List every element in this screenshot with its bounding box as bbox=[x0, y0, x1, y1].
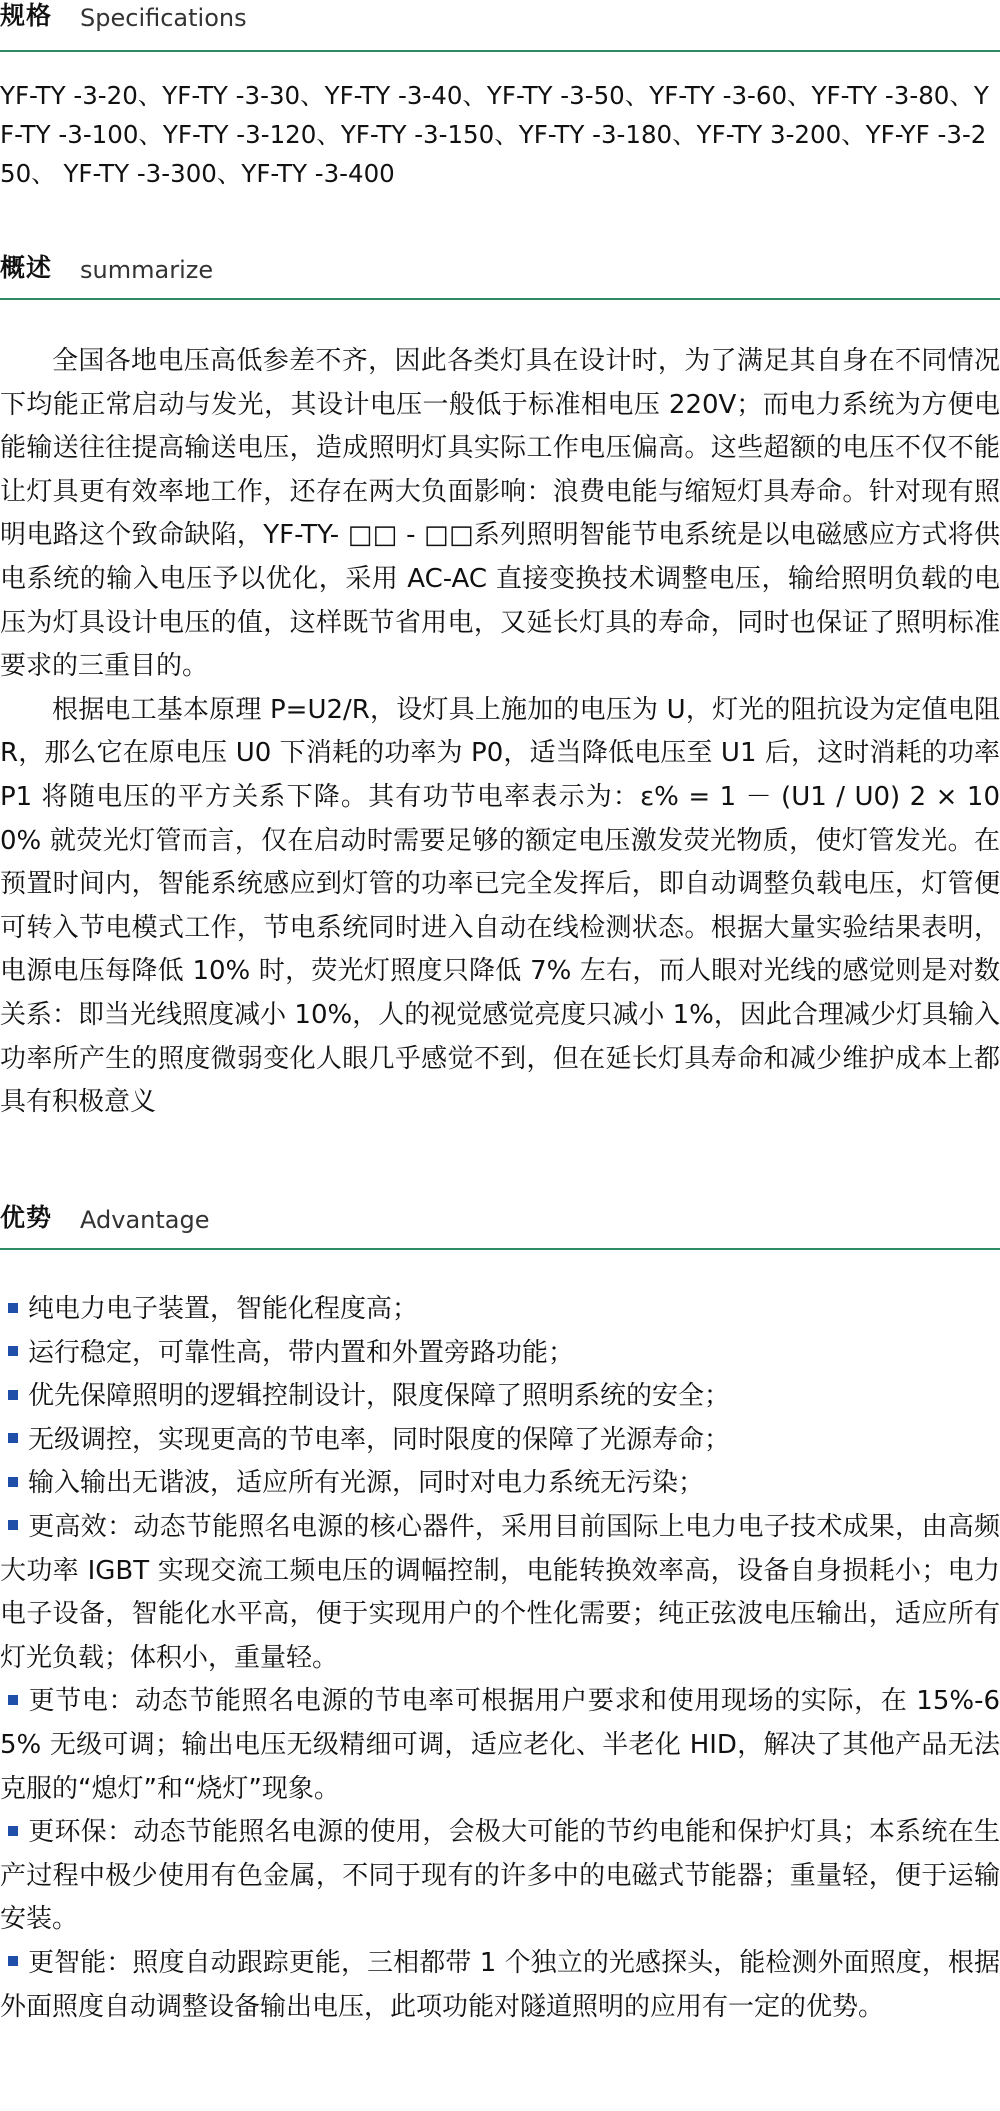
summary-title-en: summarize bbox=[80, 256, 214, 284]
advantage-item bbox=[0, 1462, 1000, 1506]
advantage-item bbox=[0, 1942, 1000, 2029]
advantage-text: 输入输出无谐波，适应所有光源，同时对电力系统无污染； bbox=[28, 1468, 705, 1499]
bullet-square-icon bbox=[8, 1520, 18, 1530]
specifications-title-en: Specifications bbox=[80, 4, 247, 32]
advantage-text: 纯电力电子装置，智能化程度高； bbox=[28, 1294, 419, 1324]
bullet-square-icon bbox=[8, 1826, 18, 1836]
advantage-item bbox=[0, 1419, 1000, 1463]
bullet-square-icon bbox=[8, 1390, 18, 1400]
advantage-list bbox=[0, 1288, 1000, 2029]
advantage-item bbox=[0, 1811, 1000, 1942]
bullet-square-icon bbox=[8, 1346, 18, 1356]
bullet-square-icon bbox=[8, 1956, 18, 1966]
advantage-title-cn: 优势 bbox=[0, 1203, 53, 1232]
bullet-square-icon bbox=[8, 1695, 18, 1705]
advantage-item bbox=[0, 1375, 1000, 1419]
bullet-square-icon bbox=[8, 1303, 18, 1313]
advantage-title-en: Advantage bbox=[80, 1206, 210, 1234]
advantage-item bbox=[0, 1288, 1000, 1332]
summary-paragraph: 全国各地电压高低参差不齐，因此各类灯具在设计时，为了满足其自身在不同情况下均能正常启动与发光，其设计电压一般低于标准相电压 220V；而电力系统为方便电能输送往往提高输送电压，造成照明灯具实际工作电压偏高。这些超额的电压不仅不能让灯具更有效率地工作，还存在两大负面影响：浪费电能与缩短灯具寿命。针对现有照明电路这个致命缺陷，YF-TY- □□ - □□系列照明智能节电系统是以电磁感应方式将供电系统的输入电压予以优化，采用 AC-AC 直接变换技术调整电压，输给照明负载的电压为灯具设计电压的值，这样既节省用电，又延长灯具的寿命，同时也保证了照明标准要求的三重目的。 bbox=[0, 346, 1000, 682]
advantage-text: 更环保：动态节能照名电源的使用，会极大可能的节约电能和保护灯具；本系统在生产过程中极少使用有色金属，不同于现有的许多中的电磁式节能器；重量轻，便于运输安装。 bbox=[0, 1817, 1000, 1935]
summary-paragraph: 根据电工基本原理 P=U2/R，设灯具上施加的电压为 U，灯光的阻抗设为定值电阻 R，那么它在原电压 U0 下消耗的功率为 P0，适当降低电压至 U1 后，这时消耗的功率 P1 将随电压的平方关系下降。其有功节电率表示为：ε% = 1 － (U1 / U0) 2 × 100% 就荧光灯管而言，仅在启动时需要足够的额定电压激发荧光物质，使灯管发光。在预置时间内，智能系统感应到灯管的功率已完全发挥后，即自动调整负载电压，灯管便可转入节电模式工作，节电系统同时进入自动在线检测状态。根据大量实验结果表明，电源电压每降低 10% 时，荧光灯照度只降低 7% 左右，而人眼对光线的感觉则是对数关系：即当光线照度减小 10%，人的视觉感觉亮度只减小 1%，因此合理减少灯具输入功率所产生的照度微弱变化人眼几乎感觉不到，但在延长灯具寿命和减少维护成本上都具有积极意义 bbox=[0, 694, 1000, 1118]
summary-header bbox=[0, 240, 1000, 300]
specifications-header bbox=[0, 0, 1000, 52]
advantage-item bbox=[0, 1506, 1000, 1680]
advantage-text: 更智能：照度自动跟踪更能，三相都带 1 个独立的光感探头，能检测外面照度，根据外面照度自动调整设备输出电压，此项功能对隧道照明的应用有一定的优势。 bbox=[0, 1947, 1000, 2022]
advantage-text: 更节电：动态节能照名电源的节电率可根据用户要求和使用现场的实际，在 15%-65% 无级可调；输出电压无级精细可调，适应老化、半老化 HID，解决了其他产品无法克服的“熄灯”和“烧灯”现象。 bbox=[0, 1686, 1000, 1804]
bullet-square-icon bbox=[8, 1433, 18, 1443]
summary-title-cn: 概述 bbox=[0, 253, 53, 282]
specifications-title-cn: 规格 bbox=[0, 1, 53, 30]
advantage-text: 无级调控，实现更高的节电率，同时限度的保障了光源寿命； bbox=[28, 1424, 731, 1455]
advantage-text: 运行稳定，可靠性高，带内置和外置旁路功能； bbox=[28, 1337, 575, 1368]
bullet-square-icon bbox=[8, 1477, 18, 1487]
advantage-item bbox=[0, 1332, 1000, 1376]
advantage-text: 更高效：动态节能照名电源的核心器件，采用目前国际上电力电子技术成果，由高频大功率 IGBT 实现交流工频电压的调幅控制，电能转换效率高，设备自身损耗小；电力电子设备，智能化水平高，便于实现用户的个性化需要；纯正弦波电压输出，适应所有灯光负载；体积小，重量轻。 bbox=[0, 1511, 1000, 1673]
specifications-model-list: YF-TY -3-20、YF-TY -3-30、YF-TY -3-40、YF-TY -3-50、YF-TY -3-60、YF-TY -3-80、YF-TY -3-100、YF-TY -3-120、YF-TY -3-150、YF-TY -3-180、YF-TY 3-200、YF-YF -3-250、 YF-TY -3-300、YF-TY -3-400 bbox=[0, 81, 989, 188]
summary-body bbox=[0, 340, 1000, 1125]
advantage-header bbox=[0, 1190, 1000, 1250]
advantage-item bbox=[0, 1680, 1000, 1811]
advantage-text: 优先保障照明的逻辑控制设计，限度保障了照明系统的安全； bbox=[28, 1381, 731, 1412]
